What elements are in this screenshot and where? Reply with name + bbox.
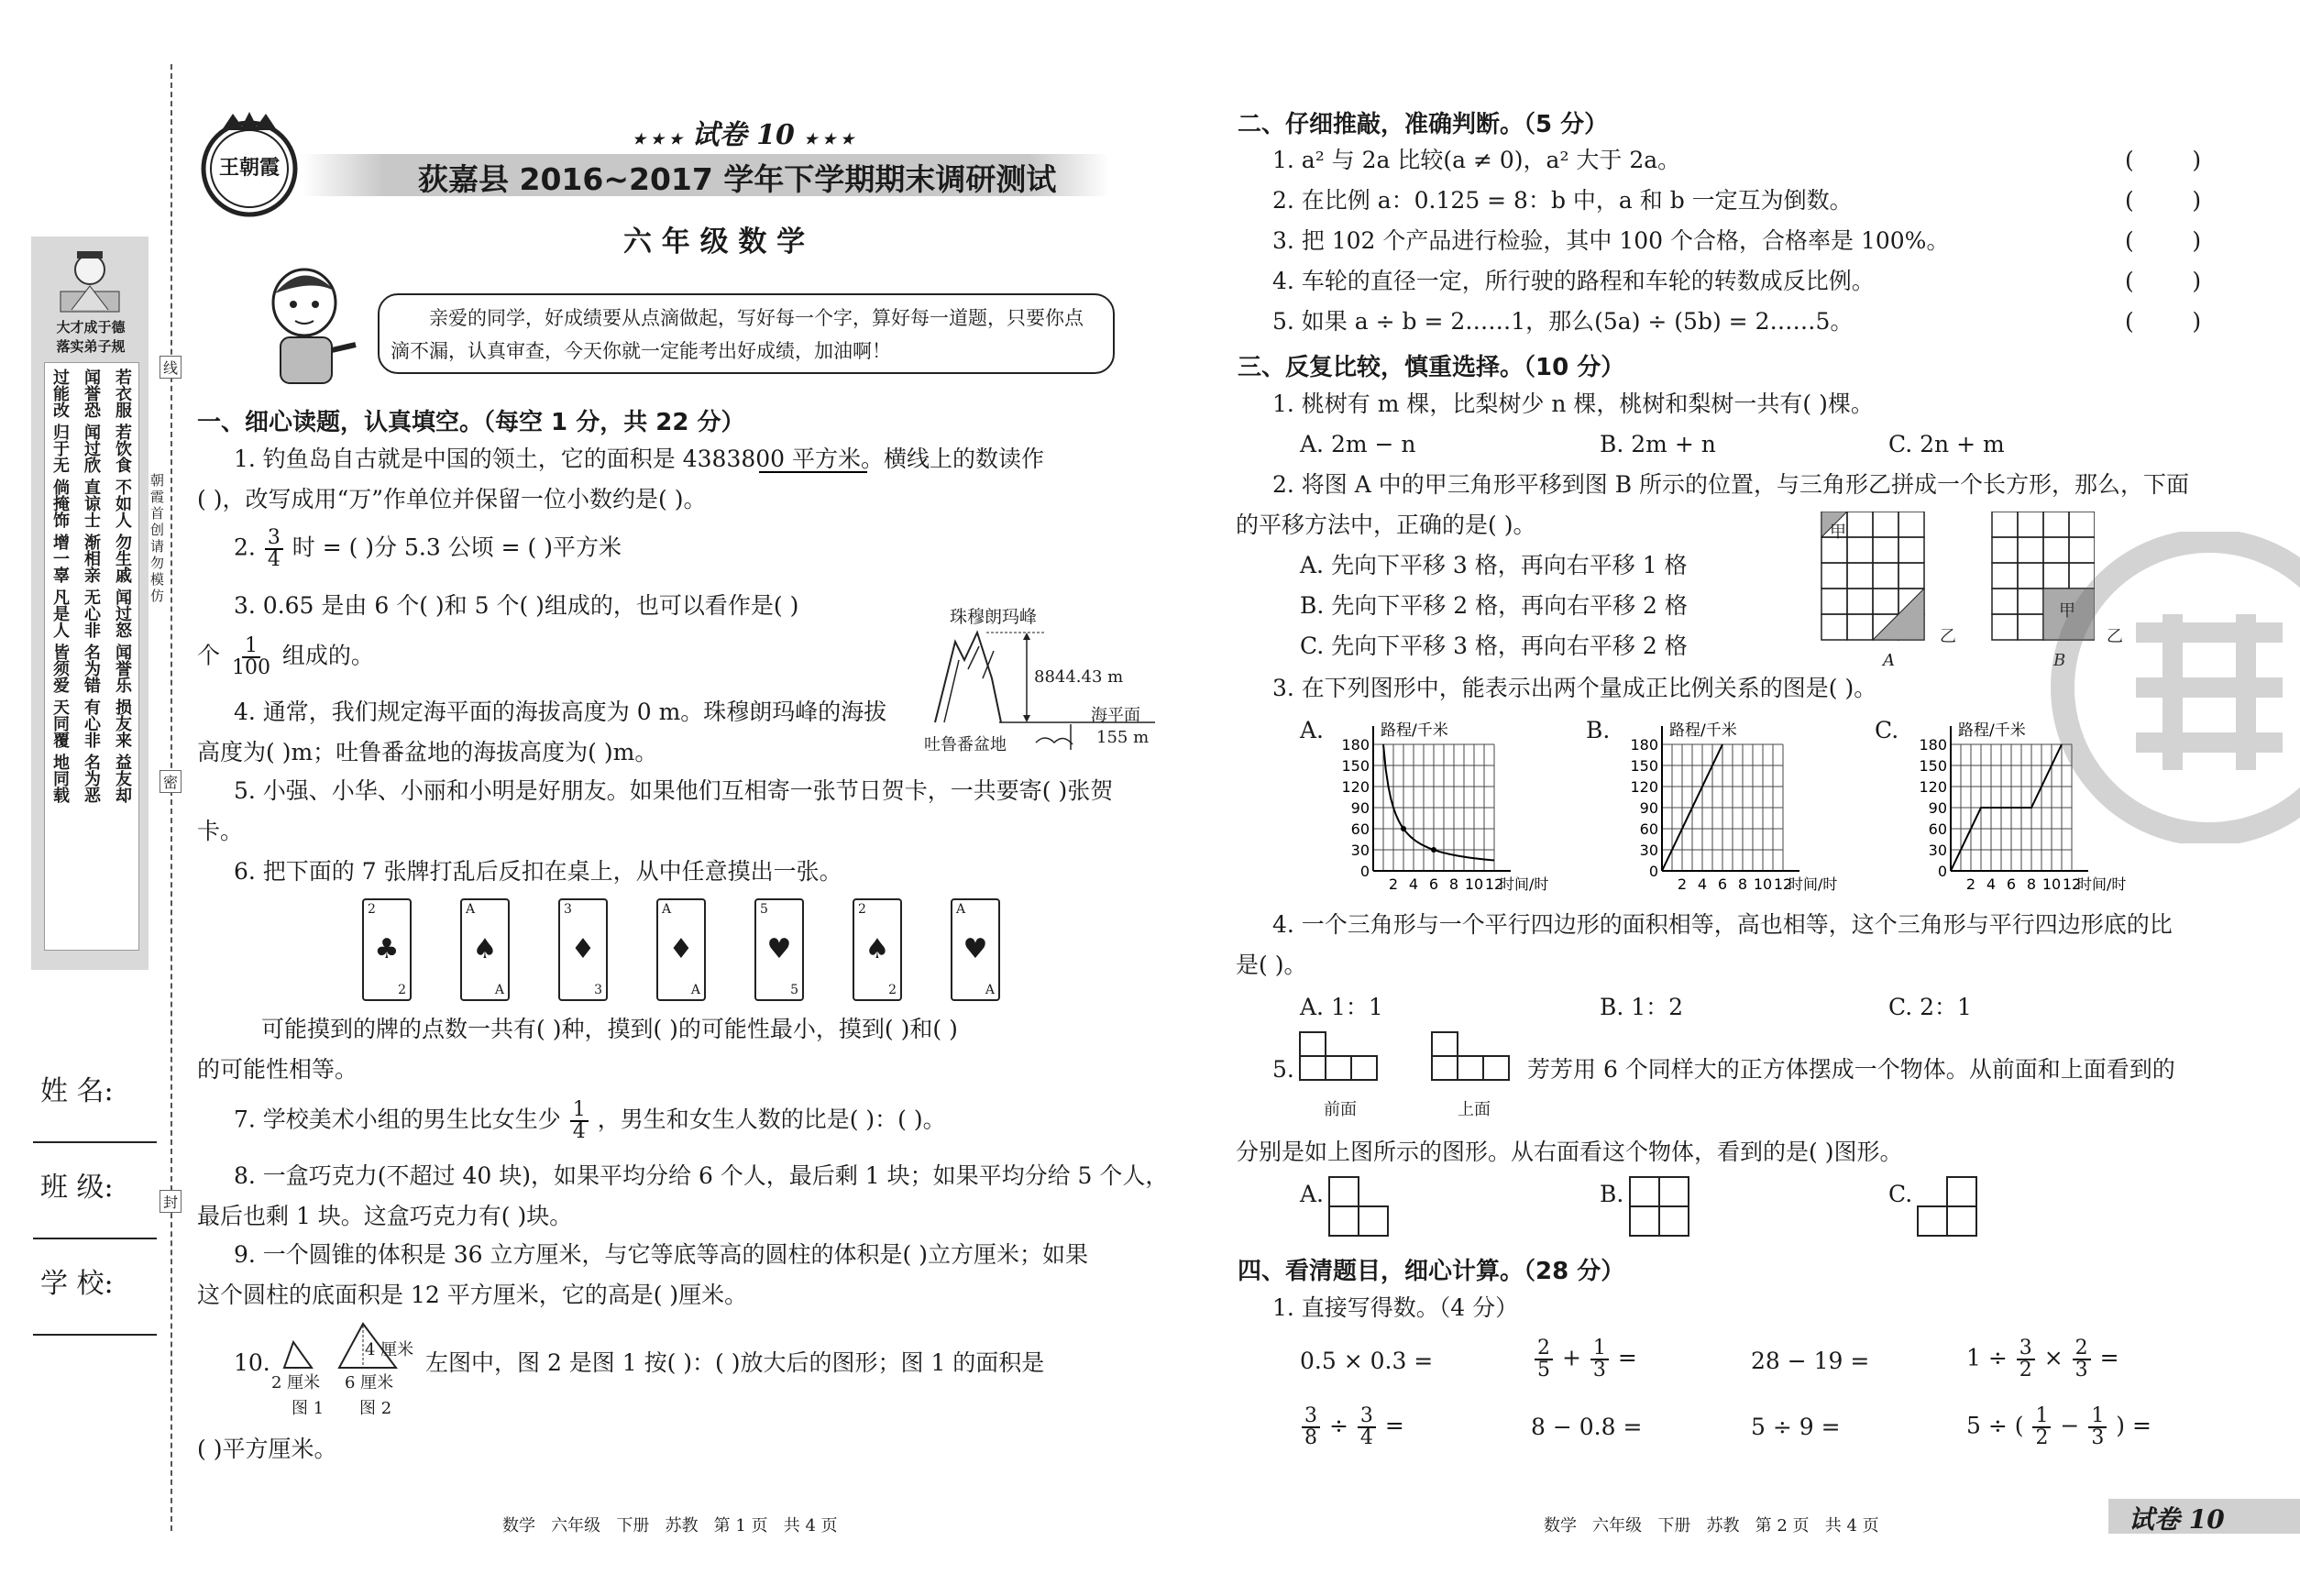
grid-cell: [1992, 512, 2018, 537]
q6-line-c: 的可能性相等。: [197, 1056, 358, 1083]
grid-cell: [1821, 589, 1847, 614]
s3-q1-opt-b: B. 2m + n: [1600, 431, 1716, 457]
exam-badge: [633, 112, 853, 152]
card-rank: 2: [368, 902, 376, 917]
q3-prefix: 个: [197, 642, 221, 669]
q3-frac-denominator: 100: [231, 656, 270, 679]
class-input-line[interactable]: [33, 1238, 157, 1239]
q5-line-b: 卡。: [197, 818, 244, 844]
s3-q5-top-label: 上面: [1458, 1100, 1491, 1119]
poem-column: 倘掩饰: [50, 479, 70, 528]
x-tick-label: 2: [1677, 875, 1688, 893]
judge-item: 1. a² 与 2a 比较(a ≠ 0)，a² 大于 2a。: [1272, 147, 1681, 173]
q9-line-b: 这个圆柱的底面积是 12 平方厘米，它的高是( )厘米。: [197, 1282, 748, 1308]
data-point: [1431, 847, 1436, 853]
graph-opt-a: A.: [1300, 717, 1325, 743]
card-rank: A: [466, 902, 476, 917]
q1-line-a: 1. 钓鱼岛自古就是中国的领土，它的面积是 4383800 平方米。横线上的数读作: [234, 446, 1045, 472]
motto-figure: [53, 246, 127, 319]
scholar-illustration-icon: [53, 246, 127, 319]
answer-paren[interactable]: ( ): [2125, 227, 2202, 254]
view-options-icon: [1327, 1175, 2006, 1241]
card-suit-icon: ♠: [864, 933, 890, 965]
judge-item: 5. 如果 a ÷ b = 2……1，那么(5a) ÷ (5b) = 2……5。: [1272, 308, 1854, 335]
school-label: 学 校:: [40, 1268, 114, 1300]
binding-label-outside: 封: [160, 1190, 182, 1213]
calc-8-frac-1: [2032, 1406, 2051, 1448]
grid-cell: [1898, 512, 1924, 537]
x-tick-label: 10: [2041, 875, 2062, 893]
grid-cell: [1821, 614, 1847, 640]
playing-card: [558, 898, 608, 1001]
numerator: 1: [1590, 1338, 1609, 1360]
calc-6: 8 − 0.8 =: [1531, 1414, 1643, 1440]
q10-line-b: ( )平方厘米。: [197, 1436, 337, 1462]
graph-opt-c: C.: [1875, 717, 1899, 743]
grid-b-jia: 甲: [2059, 601, 2075, 621]
q3-fraction: [229, 636, 273, 678]
footer-right: 数学 六年级 下册 苏教 第 2 页 共 4 页: [1544, 1516, 1879, 1535]
grid-cell: [1992, 537, 2018, 563]
curve-line: [1383, 744, 1494, 861]
star-icon: ★ ★ ★: [633, 130, 683, 148]
s3-q4-opt-b: B. 1：2: [1600, 994, 1684, 1020]
poem-column: 皆须爱: [50, 644, 70, 693]
calc-2-frac-1: [1535, 1338, 1553, 1381]
s3-q4-opt-c: C. 2：1: [1888, 994, 1972, 1020]
q7-text-a: 7. 学校美术小组的男生比女生少: [234, 1106, 561, 1133]
q7-frac-numerator: 1: [570, 1100, 589, 1122]
q6-line: 6. 把下面的 7 张牌打乱后反扣在桌上，从中任意摸出一张。: [234, 858, 842, 885]
s3-q2-line-a: 2. 将图 A 中的甲三角形平移到图 B 所示的位置，与三角形乙拼成一个长方形，那么，下面: [1272, 471, 2190, 498]
s4-sub1: 1. 直接写得数。（4 分）: [1272, 1294, 1519, 1321]
calc-5-frac-1: [1302, 1406, 1320, 1448]
s3-q5-opt-a: A.: [1300, 1181, 1325, 1207]
grid-a-yi: 乙: [1940, 627, 1956, 646]
x-tick-label: 8: [1737, 875, 1748, 893]
operator: +: [1561, 1344, 1581, 1371]
logo-text: 王朝霞: [218, 156, 280, 180]
poem-column: 渐相亲: [82, 534, 101, 583]
operator: ÷: [1328, 1412, 1348, 1439]
card-suit-icon: ♥: [963, 933, 988, 965]
graph-opt-b: B.: [1586, 717, 1611, 743]
grid-a-jia: 甲: [1830, 523, 1846, 542]
card-rank: A: [662, 902, 672, 917]
grid-b-yi: 乙: [2107, 627, 2123, 646]
graph-b: [1609, 715, 1884, 898]
calc-5: [1300, 1406, 1404, 1448]
poem-column: 名为错: [82, 644, 101, 693]
poem-column: 益友却: [113, 754, 132, 803]
watermark-seal: [2035, 532, 2300, 843]
x-tick-label: 4: [1986, 875, 1997, 893]
x-tick-label: 10: [1753, 875, 1773, 893]
denominator: 8: [1304, 1426, 1317, 1449]
q3-line-a: 3. 0.65 是由 6 个( )和 5 个( )组成的，也可以看作是( ): [234, 592, 799, 619]
side-poem: [44, 362, 139, 951]
x-tick-label: 6: [2006, 875, 2017, 893]
judge-item: 4. 车轮的直径一定，所行驶的路程和车轮的转数成反比例。: [1272, 268, 1875, 294]
prefix: 1 ÷: [1966, 1344, 2008, 1371]
name-input-line[interactable]: [33, 1141, 157, 1143]
judge-item: 3. 把 102 个产品进行检验，其中 100 个合格，合格率是 100%。: [1272, 227, 1950, 254]
section-2-title: 二、仔细推敲，准确判断。（5 分）: [1238, 111, 1609, 138]
equals: =: [1384, 1412, 1404, 1439]
answer-paren[interactable]: ( ): [2125, 187, 2202, 214]
school-input-line[interactable]: [33, 1334, 157, 1336]
card-rank: 2: [888, 983, 897, 997]
q4-line-b: 高度为( )m；吐鲁番盆地的海拔高度为( )m。: [197, 739, 658, 765]
numerator: 2: [1535, 1338, 1553, 1360]
card-suit-icon: ♦: [570, 933, 596, 965]
s3-q5-line-b: 分别是如上图所示的图形。从右面看这个物体，看到的是( )图形。: [1236, 1139, 1903, 1165]
q2-fraction: [265, 528, 283, 570]
y-tick-label: 60: [1639, 820, 1658, 838]
poem-column: 无心非: [82, 589, 101, 638]
footer-badge: 试卷 10: [2129, 1504, 2225, 1535]
s3-q2-line-b: 的平移方法中，正确的是( )。: [1236, 512, 1536, 538]
x-tick-label: 2: [1965, 875, 1976, 893]
x-tick-label: 4: [1697, 875, 1708, 893]
y-tick-label: 30: [1928, 842, 1947, 859]
sea-level-label: 海平面: [1091, 706, 1140, 725]
q2-frac-numerator: 3: [265, 528, 283, 550]
q4-line-a: 4. 通常，我们规定海平面的海拔高度为 0 m。珠穆朗玛峰的海拔: [234, 699, 887, 725]
q8-line-b: 最后也剩 1 块。这盒巧克力有( )块。: [197, 1203, 573, 1229]
poem-column: 凡是人: [50, 589, 70, 638]
grid-cell: [1992, 563, 2018, 589]
card-rank: 3: [564, 902, 572, 917]
poem-column: 过能改: [50, 369, 70, 418]
grid-cell: [1873, 537, 1898, 563]
x-tick-label: 8: [2026, 875, 2037, 893]
poem-column: 地同载: [50, 754, 70, 803]
denominator: 2: [2035, 1426, 2049, 1449]
q7-fraction: [570, 1100, 589, 1142]
q10-number: 10.: [234, 1349, 270, 1376]
card-rank: 2: [398, 983, 406, 997]
calc-7: 5 ÷ 9 =: [1751, 1414, 1841, 1440]
y-axis-label: 路程/千米: [1958, 721, 2026, 740]
card-rank: 5: [760, 902, 768, 917]
fig1-label: 图 1: [292, 1399, 325, 1418]
grid-cell: [1847, 563, 1873, 589]
graph-a: [1320, 715, 1595, 898]
grid-cell: [1873, 589, 1898, 614]
numerator: 1: [2032, 1406, 2051, 1428]
y-tick-label: 90: [1350, 799, 1370, 817]
numerator: 3: [2017, 1338, 2035, 1360]
grid-cell: [1992, 614, 2018, 640]
playing-card: [362, 898, 412, 1001]
prefix: 5 ÷ (: [1966, 1412, 2024, 1439]
calc-8: [1966, 1406, 2151, 1448]
binding-label-seal: 线: [160, 356, 182, 379]
y-tick-label: 180: [1630, 736, 1658, 754]
poem-column: 闻过欣: [82, 424, 101, 473]
grid-cell: [1821, 563, 1847, 589]
answer-paren[interactable]: ( ): [2125, 308, 2202, 335]
numerator: 2: [2073, 1338, 2091, 1360]
poem-column: 天同覆: [50, 699, 70, 748]
calc-5-frac-2: [1358, 1406, 1376, 1448]
suffix: ) =: [2116, 1412, 2151, 1439]
fig1-base: 2 厘米: [271, 1373, 321, 1392]
exam-title: 荻嘉县 2016~2017 学年下学期期末调研测试: [418, 161, 1057, 197]
x-axis-label: 时间/时: [2077, 875, 2127, 893]
grid-cell: [1847, 512, 1873, 537]
x-tick-label: 6: [1428, 875, 1439, 893]
y-tick-label: 120: [1341, 778, 1370, 796]
poem-column: 名为恶: [82, 754, 101, 803]
y-tick-label: 0: [1937, 863, 1947, 880]
x-tick-label: 12: [1773, 875, 1793, 893]
judge-item: 2. 在比例 a：0.125 = 8：b 中，a 和 b 一定互为倒数。: [1272, 187, 1853, 214]
denominator: 2: [2019, 1359, 2032, 1381]
grid-cell: [1898, 537, 1924, 563]
y-tick-label: 60: [1350, 820, 1370, 838]
cube-views-icon: [1298, 1030, 1527, 1085]
card-rank: A: [985, 983, 995, 997]
calc-4-frac-2: [2073, 1338, 2091, 1381]
x-tick-label: 12: [2062, 875, 2082, 893]
y-tick-label: 120: [1630, 778, 1658, 796]
card-row: [362, 898, 1022, 1003]
poem-column: 归于无: [50, 424, 70, 473]
playing-card: [951, 898, 1000, 1001]
card-rank: A: [956, 902, 966, 917]
calc-2: [1533, 1338, 1637, 1381]
y-tick-label: 0: [1648, 863, 1658, 880]
y-tick-label: 30: [1350, 842, 1370, 859]
mountain-label: 珠穆朗玛峰: [950, 607, 1038, 627]
q7-frac-denominator: 4: [572, 1120, 586, 1143]
calc-8-frac-2: [2088, 1406, 2107, 1448]
s3-q3: 3. 在下列图形中，能表示出两个量成正比例关系的图是( )。: [1272, 675, 1877, 701]
card-rank: 3: [594, 983, 602, 997]
playing-card: [754, 898, 804, 1001]
poem-column: 闻誉乐: [113, 644, 132, 693]
x-tick-label: 12: [1484, 875, 1504, 893]
q1-number-underline: [759, 471, 867, 473]
x-tick-label: 8: [1448, 875, 1459, 893]
s3-q5-opt-c: C.: [1888, 1181, 1913, 1207]
s3-q5-opt-b: B.: [1600, 1181, 1624, 1207]
denominator: 3: [2091, 1426, 2105, 1449]
grid-cell: [1847, 589, 1873, 614]
x-tick-label: 2: [1388, 875, 1399, 893]
y-tick-label: 150: [1919, 757, 1947, 775]
playing-card: [460, 898, 510, 1001]
playing-card: [853, 898, 902, 1001]
card-rank: A: [690, 983, 700, 997]
q10-text: 左图中，图 2 是图 1 按( )：( )放大后的图形；图 1 的面积是: [425, 1349, 1045, 1376]
grid-cell: [1898, 563, 1924, 589]
star-icon: ★ ★ ★: [804, 130, 854, 148]
greeting-line-1: 亲爱的同学，好成绩要从点滴做起，写好每一个字，算好每一道题，只要你点: [429, 307, 1084, 329]
poem-column: 闻过怒: [113, 589, 132, 638]
section-4-title: 四、看清题目，细心计算。（28 分）: [1238, 1258, 1625, 1285]
greeting-line-2: 滴不漏，认真审查，今天你就一定能考出好成绩，加油啊！: [391, 340, 891, 362]
card-rank: A: [494, 983, 504, 997]
card-rank: 5: [790, 983, 798, 997]
y-axis-label: 路程/千米: [1669, 721, 1737, 740]
y-tick-label: 90: [1639, 799, 1658, 817]
numerator: 3: [1302, 1406, 1320, 1428]
y-tick-label: 180: [1341, 736, 1370, 754]
exam-subtitle: 六 年 级 数 学: [623, 226, 806, 259]
binding-label-copy: 朝霞首创 请勿模仿: [150, 472, 165, 604]
poem-column: 直谅士: [82, 479, 101, 528]
calc-1: 0.5 × 0.3 =: [1300, 1348, 1434, 1374]
operator: −: [2060, 1412, 2080, 1439]
grid-a-label: A: [1883, 651, 1895, 670]
x-tick-label: 10: [1464, 875, 1484, 893]
graph-b-svg: [1609, 715, 1884, 898]
q2-frac-denominator: 4: [267, 548, 281, 571]
s3-q5-option-shapes: [1327, 1175, 2006, 1241]
q6-line-b: 可能摸到的牌的点数一共有( )种，摸到( )的可能性最小，摸到( )和( ): [261, 1016, 958, 1042]
binding-line: [171, 64, 172, 1531]
s3-q1: 1. 桃树有 m 棵，比梨树少 n 棵，桃树和梨树一共有( )棵。: [1272, 391, 1874, 417]
y-tick-label: 150: [1630, 757, 1658, 775]
card-suit-icon: ♥: [766, 933, 792, 965]
name-label: 姓 名:: [40, 1075, 114, 1107]
card-suit-icon: ♣: [374, 933, 400, 965]
footer-left: 数学 六年级 下册 苏教 第 1 页 共 4 页: [502, 1516, 838, 1535]
s3-q1-opt-c: C. 2n + m: [1888, 431, 2005, 457]
denominator: 5: [1537, 1359, 1550, 1381]
section-1-title: 一、细心读题，认真填空。（每空 1 分，共 22 分）: [197, 409, 745, 436]
q8-line-a: 8. 一盒巧克力(不超过 40 块)，如果平均分给 6 个人，最后剩 1 块；如果平均分给 5 个人，: [234, 1162, 1169, 1189]
y-tick-label: 60: [1928, 820, 1947, 838]
boy-illustration: [259, 266, 359, 385]
numerator: 3: [1358, 1406, 1376, 1428]
poem-column: 勿生戚: [113, 534, 132, 583]
calc-4-frac-1: [2017, 1338, 2035, 1381]
s3-q2-opt-b: B. 先向下平移 2 格，再向右平移 2 格: [1300, 592, 1688, 619]
motto-line-1: 大才成于德: [56, 319, 126, 336]
s3-q4-opt-a: A. 1：1: [1300, 994, 1383, 1020]
data-point: [1401, 826, 1406, 831]
s3-q4-line-b: 是( )。: [1236, 952, 1307, 978]
poem-column: 增一辜: [50, 534, 70, 583]
q2-number: 2.: [234, 534, 256, 561]
s3-q2-opt-c: C. 先向下平移 3 格，再向右平移 2 格: [1300, 633, 1688, 659]
s3-q5-number: 5.: [1272, 1056, 1294, 1083]
grid-cell: [1873, 512, 1898, 537]
poem-column: 有心非: [82, 699, 101, 748]
grid-cell: [1847, 614, 1873, 640]
card-suit-icon: ♦: [668, 933, 694, 965]
s3-q4-line-a: 4. 一个三角形与一个平行四边形的面积相等，高也相等，这个三角形与平行四边形底的比: [1272, 911, 2173, 938]
y-tick-label: 90: [1928, 799, 1947, 817]
q9-line-a: 9. 一个圆锥的体积是 36 立方厘米，与它等底等高的圆柱的体积是( )立方厘米；如果: [234, 1241, 1088, 1268]
section-3-title: 三、反复比较，慎重选择。（10 分）: [1238, 354, 1625, 381]
grid-cell: [1847, 537, 1873, 563]
q7-line: [234, 1100, 946, 1142]
answer-paren[interactable]: ( ): [2125, 268, 2202, 294]
basin-depth: 155 m: [1096, 728, 1150, 747]
poem-column: 闻誉恐: [82, 369, 101, 418]
binding-label-inside: 密: [160, 770, 182, 793]
poem-column: 若饮食: [113, 424, 132, 473]
playing-card: [656, 898, 706, 1001]
y-axis-label: 路程/千米: [1381, 721, 1448, 740]
q3-frac-numerator: 1: [242, 636, 260, 658]
y-tick-label: 120: [1919, 778, 1947, 796]
s3-q2-opt-a: A. 先向下平移 3 格，再向右平移 1 格: [1300, 552, 1688, 578]
exam-number: 试卷 10: [691, 119, 795, 151]
motto-line-2: 落实弟子规: [56, 338, 126, 355]
q2-line: [234, 528, 622, 570]
poem-column: 损友来: [113, 699, 132, 748]
poem-column: 不如人: [113, 479, 132, 528]
equals: =: [1617, 1344, 1637, 1371]
poem-column: 若衣服: [113, 369, 132, 418]
s3-q1-opt-a: A. 2m − n: [1300, 431, 1416, 457]
s3-q5-line-a: 芳芳用 6 个同样大的正方体摆成一个物体。从前面和上面看到的: [1527, 1056, 2175, 1083]
calc-4: [1966, 1338, 2119, 1381]
x-tick-label: 4: [1408, 875, 1419, 893]
x-tick-label: 6: [1717, 875, 1728, 893]
numerator: 1: [2088, 1406, 2107, 1428]
q7-text-b: ，男生和女生人数的比是( )：( )。: [597, 1106, 946, 1133]
y-tick-label: 150: [1341, 757, 1370, 775]
card-rank: 2: [858, 902, 866, 917]
secret-seal-icon: [2035, 532, 2300, 843]
y-tick-label: 30: [1639, 842, 1658, 859]
grid-cell: [1992, 589, 2018, 614]
y-tick-label: 180: [1919, 736, 1947, 754]
fig2-label: 图 2: [359, 1399, 392, 1418]
q5-line-a: 5. 小强、小华、小丽和小明是好朋友。如果他们互相寄一张节日贺卡，一共要寄( )张贺: [234, 777, 1114, 804]
q2-text: 时 = ( )分 5.3 公顷 = ( )平方米: [292, 534, 622, 561]
class-label: 班 级:: [40, 1172, 114, 1204]
x-axis-label: 时间/时: [1500, 875, 1549, 893]
calc-2-frac-2: [1590, 1338, 1609, 1381]
fig2-base: 6 厘米: [345, 1373, 394, 1392]
denominator: 4: [1359, 1426, 1373, 1449]
operator: ×: [2043, 1344, 2063, 1371]
fig2-height: 4 厘米: [365, 1340, 414, 1359]
s3-q5-views: [1298, 1030, 1527, 1085]
denominator: 3: [1592, 1359, 1606, 1381]
q3-line-b: [197, 636, 374, 678]
calc-3: 28 − 19 =: [1751, 1348, 1870, 1374]
card-suit-icon: ♠: [472, 933, 498, 965]
graph-a-svg: [1320, 715, 1595, 898]
y-tick-label: 0: [1359, 863, 1370, 880]
q1-line-b: ( )，改写成用“万”作单位并保留一位小数约是( )。: [197, 486, 707, 512]
boy-pointing-icon: [259, 266, 359, 385]
basin-label: 吐鲁番盆地: [924, 735, 1007, 754]
q3-suffix: 组成的。: [281, 642, 374, 669]
denominator: 3: [2074, 1359, 2088, 1381]
grid-cell: [1873, 563, 1898, 589]
s3-q5-front-label: 前面: [1324, 1100, 1357, 1119]
mountain-height: 8844.43 m: [1034, 667, 1124, 687]
equals: =: [2099, 1344, 2119, 1371]
grid-b-label: B: [2053, 651, 2066, 670]
x-axis-label: 时间/时: [1788, 875, 1838, 893]
answer-paren[interactable]: ( ): [2125, 147, 2202, 173]
